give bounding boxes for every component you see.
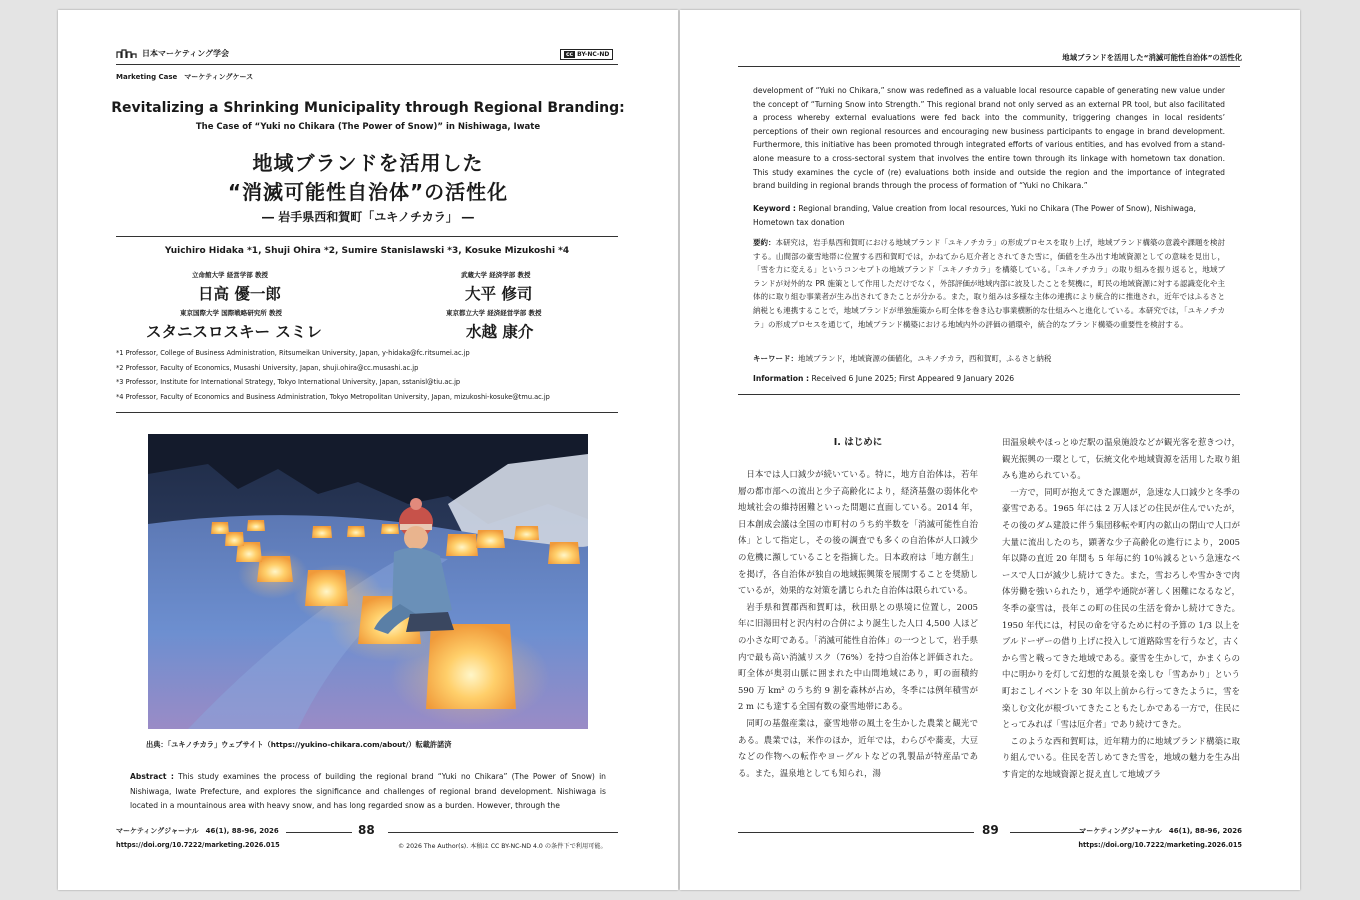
page-number: 88 — [358, 823, 375, 837]
footer-rule — [1010, 832, 1084, 833]
subtitle-jp: ― 岩手県西和賀町「ユキノチカラ」 ― — [262, 210, 474, 224]
footer-rule — [388, 832, 618, 833]
abstract — [130, 770, 606, 814]
keywords-jp — [753, 352, 1225, 366]
info-label: Information : — [753, 374, 810, 383]
license-badge: cc BY-NC-ND — [560, 49, 613, 60]
body-paragraph: 田温泉峡やほっとゆだ駅の温泉施設などが観光客を惹きつけ，観光振興の一環として，伝統文化や地域資源を活用した取り組みも進められている。 — [1002, 437, 1240, 481]
footnote: *3 Professor, Institute for International Strategy, Tokyo International University, Japan, sstanisl@tiu.ac.jp — [116, 378, 461, 387]
youyaku — [753, 236, 1225, 331]
author-affiliation: 東京国際大学 国際戦略研究所 教授 — [180, 309, 283, 317]
info-text: Received 6 June 2025; First Appeared 9 January 2026 — [809, 374, 1015, 383]
photo-caption: 出典：「ユキノチカラ」ウェブサイト（https://yukino-chikara.com/about/）転載許諾済 — [146, 740, 452, 749]
info-rule — [738, 394, 1240, 395]
right-page — [680, 10, 1300, 890]
youyaku-text: 本研究は，岩手県西和賀町における地域ブランド「ユキノチカラ」の形成プロセスを取り上げ，地域ブランド構築の意義や課題を検討する。山間部の豪雪地帯に位置する西和賀町では，かねてから厄介者とされてきた雪に，価値を生み出す地域資源としての意味を見出し，「雪を力に変える」というコンセプトの地域ブランド「ユキノチカラ」を構築している。「ユキノチカラ」の取り組みを振り返ると，地域ブランドが対外的な PR 施策として作用しただけでなく，外部評価が地域内部に波及したことを契機に，町民の地域資源に対する認識変化や主体的に取り組む事業者が生み出されてきたことが分かる。また，取り組みは多様な主体の連携により統合的に推進され，近年ではふるさと納税とも連携することで，地域ブランドが単独施策から町全体を巻き込む事業横断的な仕組みへと進化している。本研究では，「ユキノチカラ」の形成プロセスを通じて，地域ブランド構築における地域内外の評価の循環や，統合的なブランド構築の重要性を検討する。 — [753, 238, 1226, 329]
footnote: *1 Professor, College of Business Administration, Ritsumeikan University, Japan, y-hidaka@fc.ritsumei.ac.jp — [116, 349, 470, 357]
subtitle-en: The Case of “Yuki no Chikara (The Power of Snow)” in Nishiwaga, Iwate — [195, 122, 541, 132]
youyaku-label: 要約： — [753, 238, 776, 247]
footnote-rule — [116, 412, 618, 413]
cc-icon: cc — [566, 51, 574, 58]
jp-keyword-text: 地域ブランド，地域資源の価値化，ユキノチカラ，西和賀町，ふるさと納税 — [798, 354, 1052, 363]
title-en: Revitalizing a Shrinking Municipality through Regional Branding: — [111, 100, 625, 116]
footer-rule — [738, 832, 974, 833]
body-column-1 — [738, 466, 978, 781]
header-rule — [116, 64, 618, 65]
copyright: © 2026 The Author(s). 本稿は CC BY-NC-ND 4.0 の条件下で利用可能。 — [398, 843, 607, 850]
keywords-en — [753, 202, 1225, 229]
footnote: *4 Professor, Faculty of Economics and Business Administration, Tokyo Metropolitan University, Japan, mizukoshi-kosuke@tmu.ac.jp — [116, 392, 550, 401]
abstract-label: Abstract : — [130, 772, 174, 781]
body-paragraph: 一方で，同町が抱えてきた課題が，急速な人口減少と冬季の豪雪である。1965 年には 2 万人ほどの住民が住んでいたが，その後のダム建設に伴う集団移転や町内の鉱山の閉山で人口が大量に流出したのち，顕著な少子高齢化の進行により，2005 年以降の直近 20 年間も 5 年毎に約 10％減るという急速なペースで人口が減少し続けてきた。また，雪おろしや雪かきで肉体労働を強いられたり，通学や通院が著しく困難になるなど，冬季の豪雪は，長年この町の住民の生活を脅かし続けてきた。1950 年代には，村民の命を守るために村の予算の 1/3 以上をブルドーザーの借り上げに投入して道路除雪を行うなど，古くから雪と戦ってきた地域である。豪雪を生かして，かまくらの中に明かりを灯して幻想的な風景を楽しむ「雪あかり」という町おこしイベントを 30 年以上前から行ってきたように，雪を楽しむ文化が根づいてきたこともたしかである一方で，住民にとってみれば「雪は厄介者」であり続けてきた。 — [1002, 486, 1240, 730]
author-name: 大平 修司 — [465, 285, 533, 303]
section-label: Marketing Case マーケティングケース — [116, 73, 254, 81]
title-rule — [116, 236, 618, 237]
footer-journal: マーケティングジャーナル 46(1), 88-96, 2026 — [1079, 827, 1242, 835]
body-paragraph: 日本では人口減少が続いている。特に，地方自治体は，若年層の都市部への流出と少子高齢化により，経済基盤の弱体化や地域社会の維持困難といった問題に直面している。2014 年，日本創成会議は全国の市町村のうち約半数を「消滅可能性自治体」として指定し，その後の調査でも多くの自治体が人口減少の危機に瀕していることを指摘した。日本政府は「地方創生」を掲げ，各自治体が独自の地域振興策を展開することを奨励しているが，効果的な対策を講じられた自治体は限られている。 — [738, 469, 978, 596]
running-head: 地域ブランドを活用した“消滅可能性自治体”の活性化 — [1062, 53, 1242, 62]
footer-journal: マーケティングジャーナル 46(1), 88-96, 2026 — [116, 827, 279, 835]
author-name: スタニスロスキー スミレ — [146, 323, 322, 341]
author-affiliation: 立命館大学 経営学部 教授 — [192, 271, 269, 279]
authors-en: Yuichiro Hidaka *1, Shuji Ohira *2, Sumire Stanislawski *3, Kosuke Mizukoshi *4 — [164, 246, 570, 256]
author-name: 水越 康介 — [466, 323, 534, 341]
body-paragraph: 同町の基盤産業は，豪雪地帯の風土を生かした農業と観光である。農業では，米作のほか，近年では，わらびや蕎麦，大豆などの作物への転作やヨーグルトなどの乳製品が特産品である。また，温泉地としても知られ，湯 — [738, 717, 978, 778]
society-header — [116, 48, 229, 59]
author-affiliation: 東京都立大学 経済経営学部 教授 — [446, 309, 542, 317]
section-heading: Ⅰ. はじめに — [833, 437, 883, 448]
snow-lantern-illustration — [148, 434, 588, 729]
doi-link[interactable]: https://doi.org/10.7222/marketing.2026.015 — [116, 841, 280, 849]
page-number: 89 — [982, 823, 999, 837]
author-affiliation: 武蔵大学 経済学部 教授 — [461, 271, 531, 279]
doi-link[interactable]: https://doi.org/10.7222/marketing.2026.015 — [1078, 841, 1242, 849]
footer-rule — [286, 832, 352, 833]
snow-lantern-photo — [148, 434, 588, 729]
left-page — [58, 10, 678, 890]
title-jp-line2: “消滅可能性自治体”の活性化 — [227, 180, 509, 204]
header-rule — [738, 66, 1240, 67]
author-name: 日高 優一郎 — [198, 285, 281, 303]
abstract-text: This study examines the process of building the regional brand “Yuki no Chikara” (The Power of Snow) in Nishiwaga, Iwate Prefecture, and explores the significance and challenges of regional brand development. Nishiwaga is located in a mountainous area with heavy snow, and has long regarded snow as a burden. However, through the — [130, 772, 606, 810]
society-name: 日本マーケティング学会 — [142, 49, 230, 58]
keyword-label: Keyword : — [753, 204, 796, 213]
abstract-continued: development of “Yuki no Chikara,” snow was redefined as a valuable local resource capable of generating new value under the concept of “Turning Snow into Strength.” This regional brand not only served as an external PR tool, but also facilitated a process whereby external evaluations were fed back into the community, triggering changes in local residents’ perceptions of their own regional resources and encouraging new business participants to engage in brand development. Furthermore, this initiative has been promoted through integrated efforts of various entities, and has evolved from a stand-alone measure to a cross-sectoral system that involves the entire town through its linkage with hometown tax donation. This study examines the cycle of (re) evaluations both inside and outside the region and the importance of integrated brand building in regional brands through the process of formation of “Yuki no Chikara.” — [753, 86, 1225, 191]
society-logo-icon — [116, 48, 138, 59]
author-footnotes — [116, 346, 626, 404]
keyword-text: Regional branding, Value creation from local resources, Yuki no Chikara (The Power of Snow), Nishiwaga, Hometown tax donation — [753, 204, 1196, 227]
footnote: *2 Professor, Faculty of Economics, Musashi University, Japan, shuji.ohira@cc.musashi.ac.jp — [116, 363, 419, 372]
body-paragraph: このような西和賀町は，近年精力的に地域ブランド構築に取り組んでいる。住民を苦しめてきた雪を，地域の魅力を生み出す肯定的な地域資源と捉え直して地域ブラ — [1002, 735, 1240, 779]
jp-keyword-label: キーワード： — [753, 354, 798, 363]
information — [753, 372, 1225, 386]
title-jp-line1: 地域ブランドを活用した — [252, 151, 484, 175]
body-column-2 — [1002, 434, 1240, 782]
body-paragraph: 岩手県和賀郡西和賀町は，秋田県との県境に位置し，2005 年に旧湯田村と沢内村の合併により誕生した人口 4,500 人ほどの小さな町である。「消滅可能性自治体」の一つとして，岩手県内で最も高い消滅リスク（76%）を持つ自治体と評価された。町全体が奥羽山脈に囲まれた中山間地域にあり，町の面積約 590 万 km² のうち約 9 割を森林が占め，冬季には例年積雪が 2 m にも達する全国有数の豪雪地帯にある。 — [738, 601, 978, 712]
